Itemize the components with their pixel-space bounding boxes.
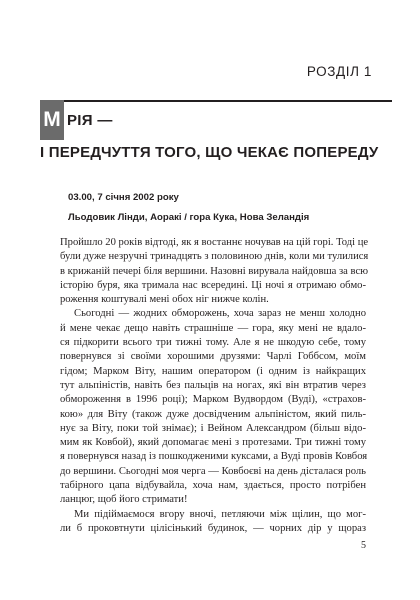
body-line: Сьогодні — жодних обморожень, хоча зараз не менш холодно [74, 308, 366, 320]
body-line: мим як Ковбой), який допомагає мені з протезами. Три тижні тому [60, 437, 366, 449]
body-line: повернувся зі своїми хорошими друзями: Чарлі Гоббсом, моїм [60, 351, 366, 363]
page-number: 5 [361, 540, 366, 551]
entry-location: Льодовик Лінди, Аоракі / гора Кука, Нова Зеландія [68, 212, 310, 223]
body-line: тут альпіністів, навіть без пальців на ногах, які він втратив через [60, 379, 366, 391]
body-line: ся підкорити всього три тижні тому. Але я не шкодую себе, тому [60, 337, 366, 349]
body-line: табірного цапа відбувайла, хоча нам, здається, просто потрібен [60, 480, 366, 492]
title-dropcap: М [40, 100, 64, 140]
body-line: історію буря, яка тримала нас всередині. Ці ночі я отримаю обмо- [60, 279, 366, 291]
body-line: ланцюг, щоб його стримати! [60, 494, 188, 506]
title-line1-rest: РІЯ — [67, 111, 113, 129]
chapter-title-line2: І ПЕРЕДЧУТТЯ ТОГО, ЩО ЧЕКАЄ ПОПЕРЕДУ [40, 144, 379, 161]
body-text [60, 236, 369, 536]
body-line: були дуже незручні тринадцять з половиною днів, коли ми тулилися [60, 251, 369, 263]
body-line: й мене чекає дещо навіть страшніше — гора, яку мені не вдало- [60, 322, 366, 334]
body-line: роження коштувалі мені обох ніг нижче колін. [60, 294, 269, 306]
body-line: ли б проковтнути цілісінький будинок, — чорних дір у щораз [60, 522, 366, 534]
body-line: до вершини. Сьогодні моя черга — Ковбоєві на день дісталася роль [60, 465, 366, 477]
body-line: обмороження в 1996 році); Марком Вудвордом (Вуді), «страхов- [60, 394, 366, 406]
chapter-label: РОЗДІЛ 1 [306, 64, 372, 79]
body-line: кою» для Віту (також дуже досвідченим альпіністом, який пиль- [60, 408, 366, 420]
entry-date: 03.00, 7 січня 2002 року [68, 192, 179, 203]
body-line: нує за Віту, поки той знімає); і Вейном Александром (більш відо- [60, 422, 366, 434]
body-line: в крижаній печері біля вершини. Назовні вирувала найдовша за всю [60, 265, 369, 277]
body-line: Ми підіймаємося вгору вночі, петляючи між щілин, що мог- [74, 508, 366, 520]
body-line: гідом; Марком Віту, нашим оператором (і одним із найкращих [60, 365, 366, 377]
chapter-title-line1 [40, 100, 113, 140]
body-line: Пройшло 20 років відтоді, як я востаннє ночував на цій горі. Тоді це [60, 237, 369, 248]
body-line: я повернувся назад із пошкодженими куксами, а Вуді провів Ковбоя [60, 451, 368, 463]
